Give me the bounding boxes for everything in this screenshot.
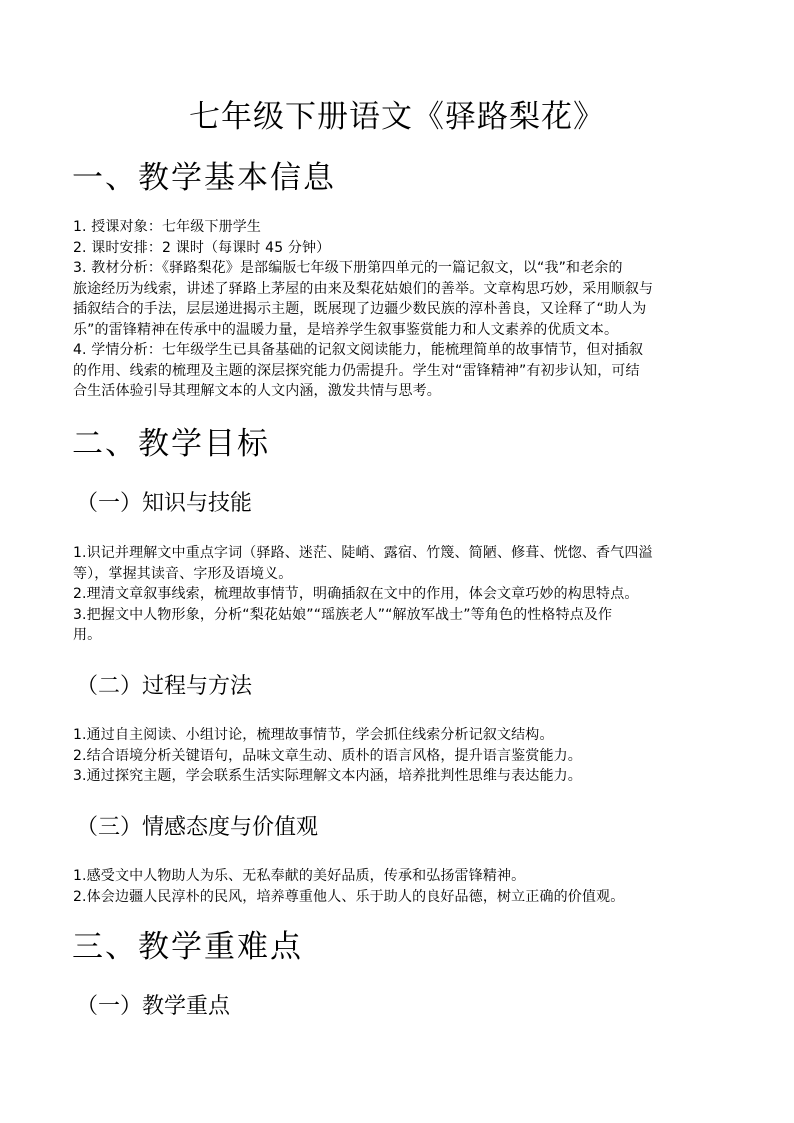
subsection-heading-knowledge-skills: （一）知识与技能 [76,491,253,516]
text-line: 4. 学情分析：七年级学生已具备基础的记叙文阅读能力，能梳理简单的故事情节，但对插叙 [73,342,644,358]
text-line: 插叙结合的手法，层层递进揭示主题，既展现了边疆少数民族的淳朴善良，又诠释了“助人为 [73,301,647,317]
section-heading-teaching-goals: 二、教学目标 [72,426,270,462]
subsection-heading-emotion-values: （三）情感态度与价值观 [76,815,319,840]
text-line: 2.理清文章叙事线索，梳理故事情节，明确插叙在文中的作用，体会文章巧妙的构思特点。 [73,586,639,602]
process-methods-list [73,725,733,787]
text-line: 3. 教材分析：《驿路梨花》是部编版七年级下册第四单元的一篇记叙文，以“我”和老余的 [73,260,623,276]
text-line: 1. 授课对象：七年级下册学生 [73,219,262,235]
text-line: 2.体会边疆人民淳朴的民风，培养尊重他人、乐于助人的良好品德，树立正确的价值观。 [73,888,625,905]
text-line: 旅途经历为线索，讲述了驿路上茅屋的由来及梨花姑娘们的善举。文章构思巧妙，采用顺叙与 [73,280,654,297]
text-line: 用。 [73,627,102,643]
text-line: 2.结合语境分析关键语句，品味文章生动、质朴的语言风格，提升语言鉴赏能力。 [73,747,582,764]
emotion-values-list [73,866,733,907]
text-line: 合生活体验引导其理解文本的人文内涵，激发共情与思考。 [73,383,441,399]
basic-info-list [73,217,733,402]
text-line: 等），掌握其读音、字形及语境义。 [73,565,293,582]
document-title: 七年级下册语文《驿路梨花》 [189,99,605,135]
subsection-heading-process-methods: （二）过程与方法 [76,674,253,699]
section-heading-basic-info: 一、教学基本信息 [72,160,336,196]
section-heading-key-difficult-points: 三、教学重难点 [72,929,303,965]
text-line: 3.把握文中人物形象，分析“梨花姑娘”“瑶族老人”“解放军战士”等角色的性格特点及作 [73,606,613,623]
text-line: 乐”的雷锋精神在传承中的温暖力量，是培养学生叙事鉴赏能力和人文素养的优质文本。 [73,321,619,338]
subsection-heading-key-points: （一）教学重点 [76,994,231,1019]
text-line: 3.通过探究主题，学会联系生活实际理解文本内涵，培养批判性思维与表达能力。 [73,768,582,784]
knowledge-skills-list [73,543,733,646]
text-line: 1.感受文中人物助人为乐、无私奉献的美好品质，传承和弘扬雷锋精神。 [73,868,526,884]
text-line: 1.识记并理解文中重点字词（驿路、迷茫、陡峭、露宿、竹篾、简陋、修葺、恍惚、香气四溢 [73,545,653,561]
text-line: 的作用、线索的梳理及主题的深层探究能力仍需提升。学生对“雷锋精神”有初步认知，可结 [73,362,640,379]
text-line: 1.通过自主阅读、小组讨论，梳理故事情节，学会抓住线索分析记叙文结构。 [73,727,554,743]
text-line: 2. 课时安排：2 课时（每课时 45 分钟） [73,239,331,256]
